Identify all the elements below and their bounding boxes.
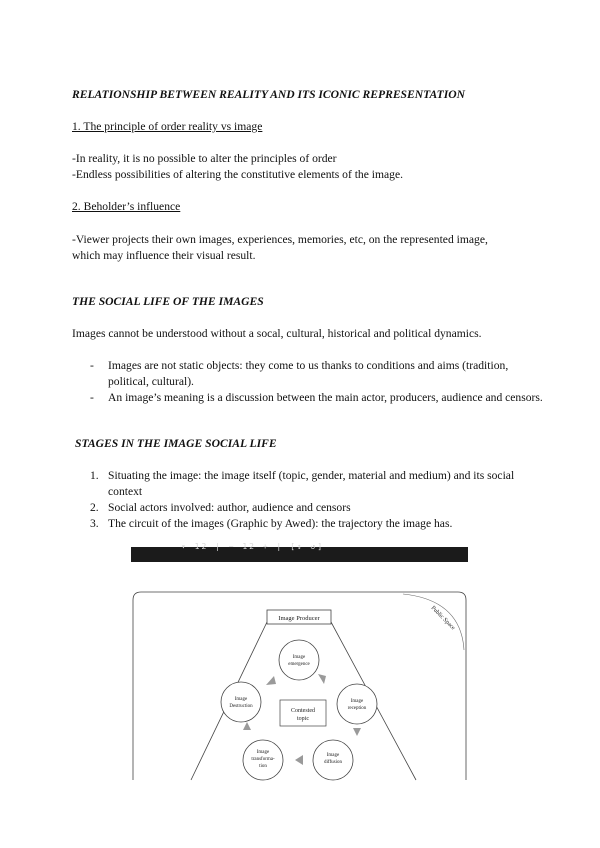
- subheading-principle-of-order: 1. The principle of order reality vs image: [72, 120, 263, 133]
- bullet-marker: -: [90, 359, 94, 372]
- list-text: Social actors involved: author, audience and censors: [108, 501, 351, 514]
- node-label: Image: [256, 750, 270, 755]
- bullet-marker: -: [90, 391, 94, 404]
- section-title-stages: STAGES IN THE IMAGE SOCIAL LIFE: [75, 437, 277, 450]
- bullet-text: An image’s meaning is a discussion between the main actor, producers, audience and censors.: [108, 391, 543, 404]
- arrow-emergence-reception: [318, 674, 326, 684]
- number-marker: 3.: [90, 517, 99, 530]
- node-label: Image: [234, 697, 248, 702]
- number-marker: 1.: [90, 469, 99, 482]
- section-title-social-life: THE SOCIAL LIFE OF THE IMAGES: [72, 295, 264, 308]
- embedded-viewer-toolbar: [131, 542, 468, 562]
- paragraph-line: -Viewer projects their own images, experiences, memories, etc, on the represented image,: [72, 233, 488, 246]
- list-text: The circuit of the images (Graphic by Awed): the trajectory the image has.: [108, 517, 453, 530]
- node-emergence: [279, 640, 319, 680]
- arrow-reception-diffusion: [353, 728, 361, 736]
- arrow-diffusion-transformation: [295, 755, 303, 765]
- list-text: Situating the image: the image itself (topic, gender, material and medium) and its social context: [108, 469, 515, 498]
- node-label: reception: [347, 706, 367, 711]
- paragraph-line: -Endless possibilities of altering the constitutive elements of the image.: [72, 168, 403, 181]
- bullet-text: Images are not static objects: they come to us thanks to conditions and aims (tradition, political, cultural).: [108, 359, 509, 388]
- arrow-destruction-emergence: [266, 676, 276, 685]
- image-circuit-diagram: [131, 590, 468, 770]
- node-label: Destruction: [229, 704, 253, 709]
- public-space-arc: [403, 594, 464, 650]
- node-label: emergence: [288, 662, 310, 667]
- arrow-transformation-destruction: [243, 722, 251, 730]
- diagram-canvas: [131, 590, 468, 770]
- section-title-reality: RELATIONSHIP BETWEEN REALITY AND ITS ICONIC REPRESENTATION: [72, 88, 465, 101]
- node-destruction: [221, 682, 261, 722]
- node-reception: [337, 684, 377, 724]
- center-label: topic: [297, 716, 309, 722]
- node-label: tion: [259, 764, 267, 769]
- number-marker: 2.: [90, 501, 99, 514]
- center-label: Contested: [291, 708, 315, 714]
- subheading-beholder-influence: 2. Beholder’s influence: [72, 200, 181, 213]
- node-label: diffusion: [324, 760, 342, 765]
- producer-label: Image Producer: [278, 615, 320, 622]
- node-label: Image: [350, 699, 364, 704]
- node-label: Image: [292, 655, 306, 660]
- toolbar-controls: ▾ 12 | − 12 + | [↕ ↺]: [181, 542, 325, 551]
- node-label: transforma-: [251, 757, 275, 762]
- public-space-label: Public Space: [429, 605, 456, 632]
- paragraph-line: which may influence their visual result.: [72, 249, 256, 262]
- paragraph-line: -In reality, it is no possible to alter the principles of order: [72, 152, 337, 165]
- section-intro: Images cannot be understood without a socal, cultural, historical and political dynamics.: [72, 327, 482, 340]
- node-label: Image: [326, 753, 340, 758]
